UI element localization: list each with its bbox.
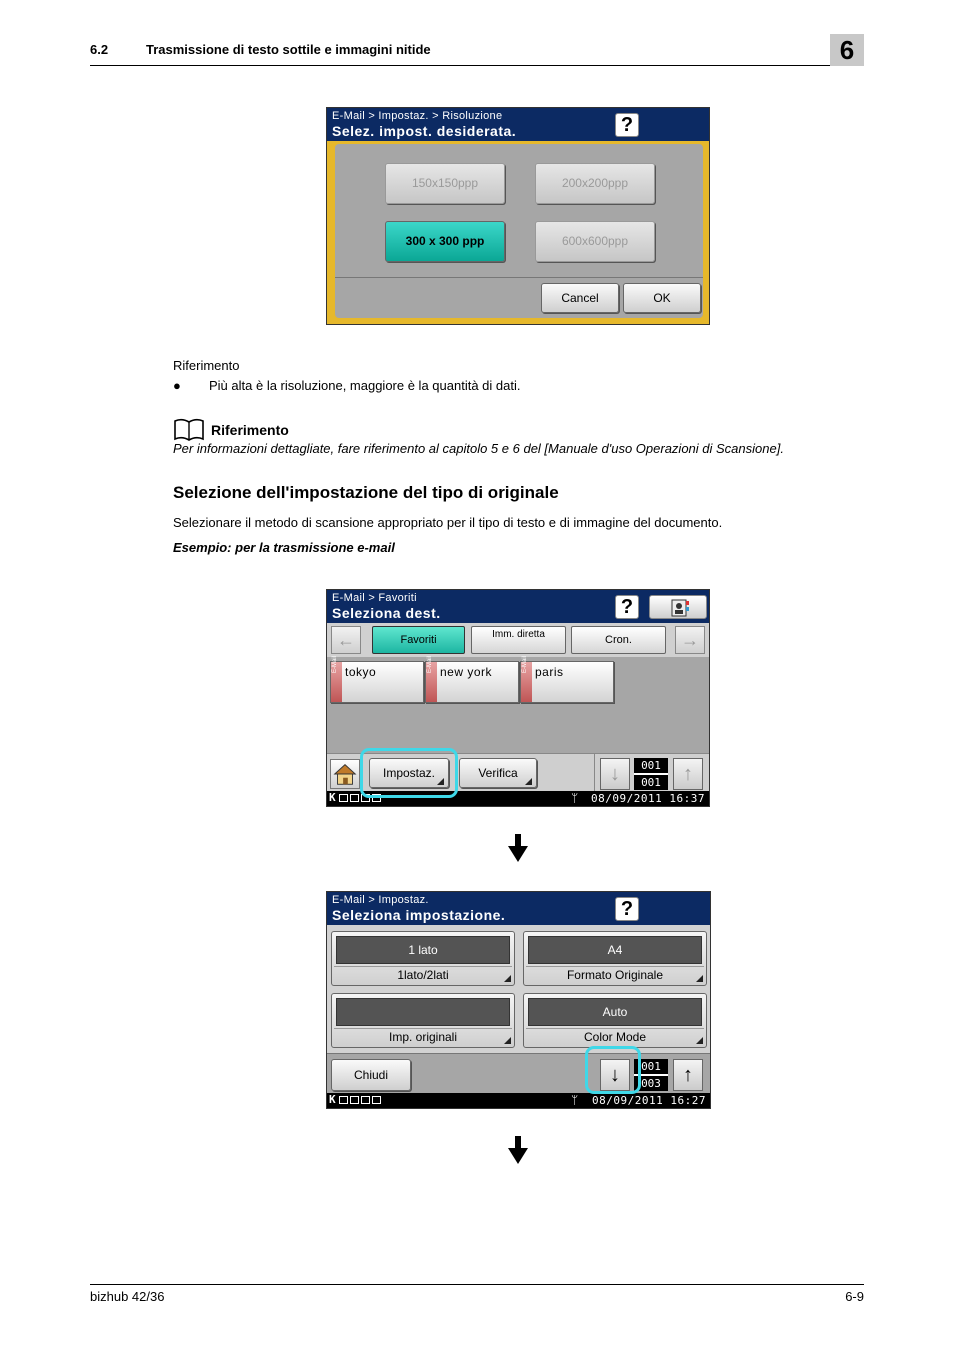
setting-value [336, 998, 510, 1026]
bullet-item [173, 378, 773, 394]
corner-mark [504, 1037, 511, 1044]
tab-imm-diretta[interactable]: Imm. diretta [471, 626, 566, 654]
paragraph: Selezionare il metodo di scansione appropriato per il tipo di testo e di immagine del documento. [173, 515, 723, 530]
section-heading: Selezione dell'impostazione del tipo di originale [173, 483, 559, 502]
res-600-button[interactable]: 600x600ppp [535, 221, 655, 262]
email-tag-text: E-Mail [332, 655, 338, 673]
product-name: bizhub 42/36 [90, 1289, 165, 1304]
help-button[interactable]: ? [615, 113, 639, 137]
counter-total: 003 [641, 1077, 661, 1090]
panel-title: Seleziona impostazione. [332, 907, 506, 923]
corner-mark [504, 975, 511, 982]
destination-new-york[interactable] [425, 655, 519, 703]
setting-simplex-duplex[interactable] [331, 931, 515, 986]
book-icon [173, 418, 205, 442]
setting-label: 1lato/2lati [334, 966, 512, 983]
usb-icon: ᛘ [571, 1093, 579, 1107]
status-bar [327, 1093, 710, 1108]
email-tag [426, 655, 437, 702]
ok-button[interactable]: OK [623, 283, 701, 313]
datetime: 08/09/2011 16:27 [592, 1094, 706, 1107]
destination-tokyo[interactable] [330, 655, 424, 703]
page-counter [634, 758, 668, 790]
panel-title: Selez. impost. desiderata. [332, 123, 517, 139]
impostaz-button[interactable]: Impostaz. [369, 758, 449, 788]
home-icon [331, 760, 359, 788]
destination-name: new york [440, 665, 493, 679]
breadcrumb: E-Mail > Impostaz. [332, 894, 429, 906]
address-book-icon [650, 596, 708, 620]
setting-value: 1 lato [336, 936, 510, 964]
section-title: Trasmissione di testo sottile e immagini nitide [146, 42, 431, 57]
help-button[interactable]: ? [615, 897, 639, 921]
reference-heading [173, 418, 289, 442]
scroll-down-button[interactable]: ↓ [600, 758, 630, 790]
setting-value: Auto [528, 998, 702, 1026]
reference-heading-text: Riferimento [211, 422, 289, 438]
panel-titlebar [327, 590, 709, 623]
arrow-down-icon [508, 834, 528, 864]
help-button[interactable]: ? [615, 595, 639, 619]
scroll-up-button[interactable]: ↑ [673, 1059, 703, 1091]
tab-cron[interactable]: Cron. [571, 626, 666, 654]
page-header [90, 35, 864, 66]
tab-prev-button[interactable]: ← [331, 626, 361, 654]
page-number: 6-9 [845, 1289, 864, 1304]
res-150-button[interactable]: 150x150ppp [385, 163, 505, 204]
highlight-scroll-down [585, 1046, 641, 1094]
setting-value: A4 [528, 936, 702, 964]
counter-current: 001 [641, 759, 661, 772]
close-button[interactable]: Chiudi [331, 1059, 411, 1091]
divider [335, 277, 703, 278]
highlight-impostaz [360, 748, 458, 798]
datetime: 08/09/2011 16:37 [591, 792, 705, 805]
panel-titlebar [327, 892, 710, 925]
counter-total: 001 [641, 776, 661, 789]
bullet-dot: ● [173, 378, 181, 393]
scroll-up-button[interactable]: ↑ [673, 758, 703, 790]
corner-mark [525, 778, 532, 785]
corner-mark [696, 1037, 703, 1044]
chapter-badge: 6 [830, 34, 864, 66]
res-300-button[interactable]: 300 x 300 ppp [385, 221, 505, 262]
setting-original-size[interactable] [523, 931, 707, 986]
bottom-bar [327, 1053, 710, 1095]
home-button[interactable] [330, 759, 360, 789]
counter-current: 001 [641, 1060, 661, 1073]
cancel-button[interactable]: Cancel [541, 283, 619, 313]
email-tag-text: E-Mail [522, 655, 528, 673]
panel-titlebar [327, 108, 709, 141]
setting-color-mode[interactable] [523, 993, 707, 1048]
scroll-down-button[interactable]: ↓ [600, 1059, 630, 1091]
reference-label: Riferimento [173, 358, 240, 373]
arrow-down-icon [508, 1136, 528, 1166]
toner-k-label: K [329, 791, 336, 804]
setting-label: Formato Originale [526, 966, 704, 983]
email-tag [521, 655, 532, 702]
setting-original-type[interactable] [331, 993, 515, 1048]
settings-grid [327, 925, 710, 1053]
example-label: Esempio: per la trasmissione e-mail [173, 540, 395, 555]
destination-name: paris [535, 665, 564, 679]
resolution-panel [326, 107, 710, 325]
breadcrumb: E-Mail > Favoriti [332, 592, 417, 604]
usb-icon: ᛘ [571, 791, 579, 805]
verifica-button[interactable]: Verifica [459, 758, 537, 788]
address-book-button[interactable] [649, 595, 707, 619]
breadcrumb: E-Mail > Impostaz. > Risoluzione [332, 110, 503, 122]
tab-bar [327, 623, 709, 657]
toner-level-indicator [339, 1096, 381, 1104]
setting-label: Color Mode [526, 1028, 704, 1045]
reference-text: Per informazioni dettagliate, fare riferimento al capitolo 5 e 6 del [Manuale d'uso Operazioni di Scansione]. [173, 441, 784, 456]
bullet-text: Più alta è la risoluzione, maggiore è la quantità di dati. [209, 378, 521, 393]
bar-separator [594, 754, 595, 794]
corner-mark [696, 975, 703, 982]
destination-list [327, 657, 709, 753]
tab-favoriti[interactable]: Favoriti [372, 626, 465, 654]
section-number: 6.2 [90, 42, 109, 57]
res-200-button[interactable]: 200x200ppp [535, 163, 655, 204]
panel-title: Seleziona dest. [332, 605, 441, 621]
destination-name: tokyo [345, 665, 377, 679]
page-footer [90, 1284, 864, 1304]
toner-k-label: K [329, 1093, 336, 1106]
email-tag-text: E-Mail [427, 655, 433, 673]
destination-paris[interactable] [520, 655, 614, 703]
resolution-options-area [333, 142, 705, 320]
setting-label: Imp. originali [334, 1028, 512, 1045]
tab-next-button[interactable]: → [675, 626, 705, 654]
email-tag [331, 655, 342, 702]
settings-panel [326, 891, 711, 1109]
